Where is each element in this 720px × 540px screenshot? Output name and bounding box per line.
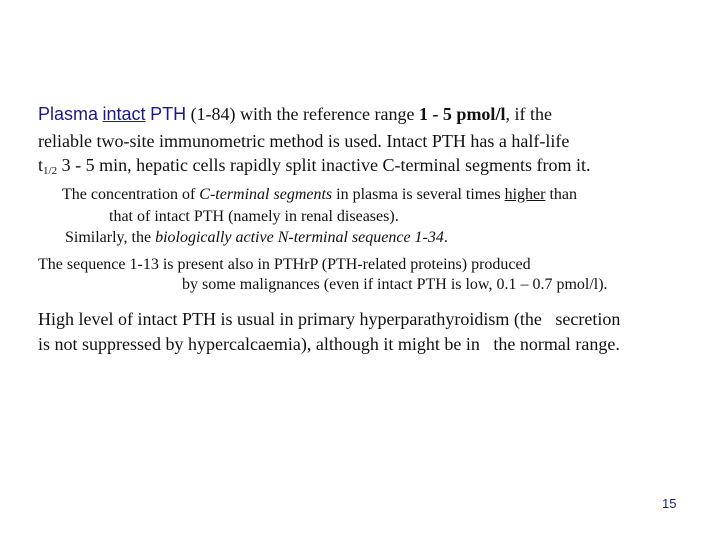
p1-line3-rest: 3 - 5 min, hepatic cells rapidly split inactive C-terminal segments from it. [61, 155, 591, 175]
p1-t-sub: 1/2 [43, 165, 58, 177]
p2-higher: higher [504, 186, 546, 203]
p1-range-value: 1 - 5 pmol/l [418, 104, 506, 124]
p1-line-3 [38, 155, 590, 177]
p3-line-1: The sequence 1-13 is present also in PTHrP (PTH-related proteins) produced [38, 256, 531, 273]
p1-line-2: reliable two-site immunometric method is used. Intact PTH has a half-life [38, 131, 570, 151]
p1-intact: intact [102, 104, 146, 124]
p1-title: Plasma [38, 104, 99, 124]
p3-line-2: by some malignances (even if intact PTH is low, 0.1 – 0.7 pmol/l). [182, 276, 608, 293]
p1-t: t [38, 155, 44, 175]
p4-line-1: High level of intact PTH is usual in primary hyperparathyroidism (the secretion [38, 309, 621, 329]
p2-l1-c: in plasma is several times [336, 186, 501, 203]
p1-line1-end: , if the [505, 104, 552, 124]
p1-range-text: (1-84) with the reference range [190, 104, 415, 124]
p2-line-3 [65, 229, 448, 247]
p2-line-1 [62, 186, 577, 204]
p1-line-1 [38, 104, 552, 125]
p4-line-2: is not suppressed by hypercalcaemia), although it might be in the normal range. [38, 334, 620, 354]
p1-pth: PTH [150, 104, 187, 124]
p2-line-2: that of intact PTH (namely in renal diseases). [109, 208, 399, 225]
page-number: 15 [662, 496, 677, 511]
p2-l3-a: Similarly, the [65, 229, 152, 246]
p2-c-terminal: C-terminal segments [199, 186, 333, 203]
p2-l1-e: than [549, 186, 577, 203]
p2-l1-a: The concentration of [62, 186, 196, 203]
p2-n-terminal: biologically active N-terminal sequence 1-34 [155, 229, 444, 246]
p2-l3-c: . [443, 229, 448, 246]
